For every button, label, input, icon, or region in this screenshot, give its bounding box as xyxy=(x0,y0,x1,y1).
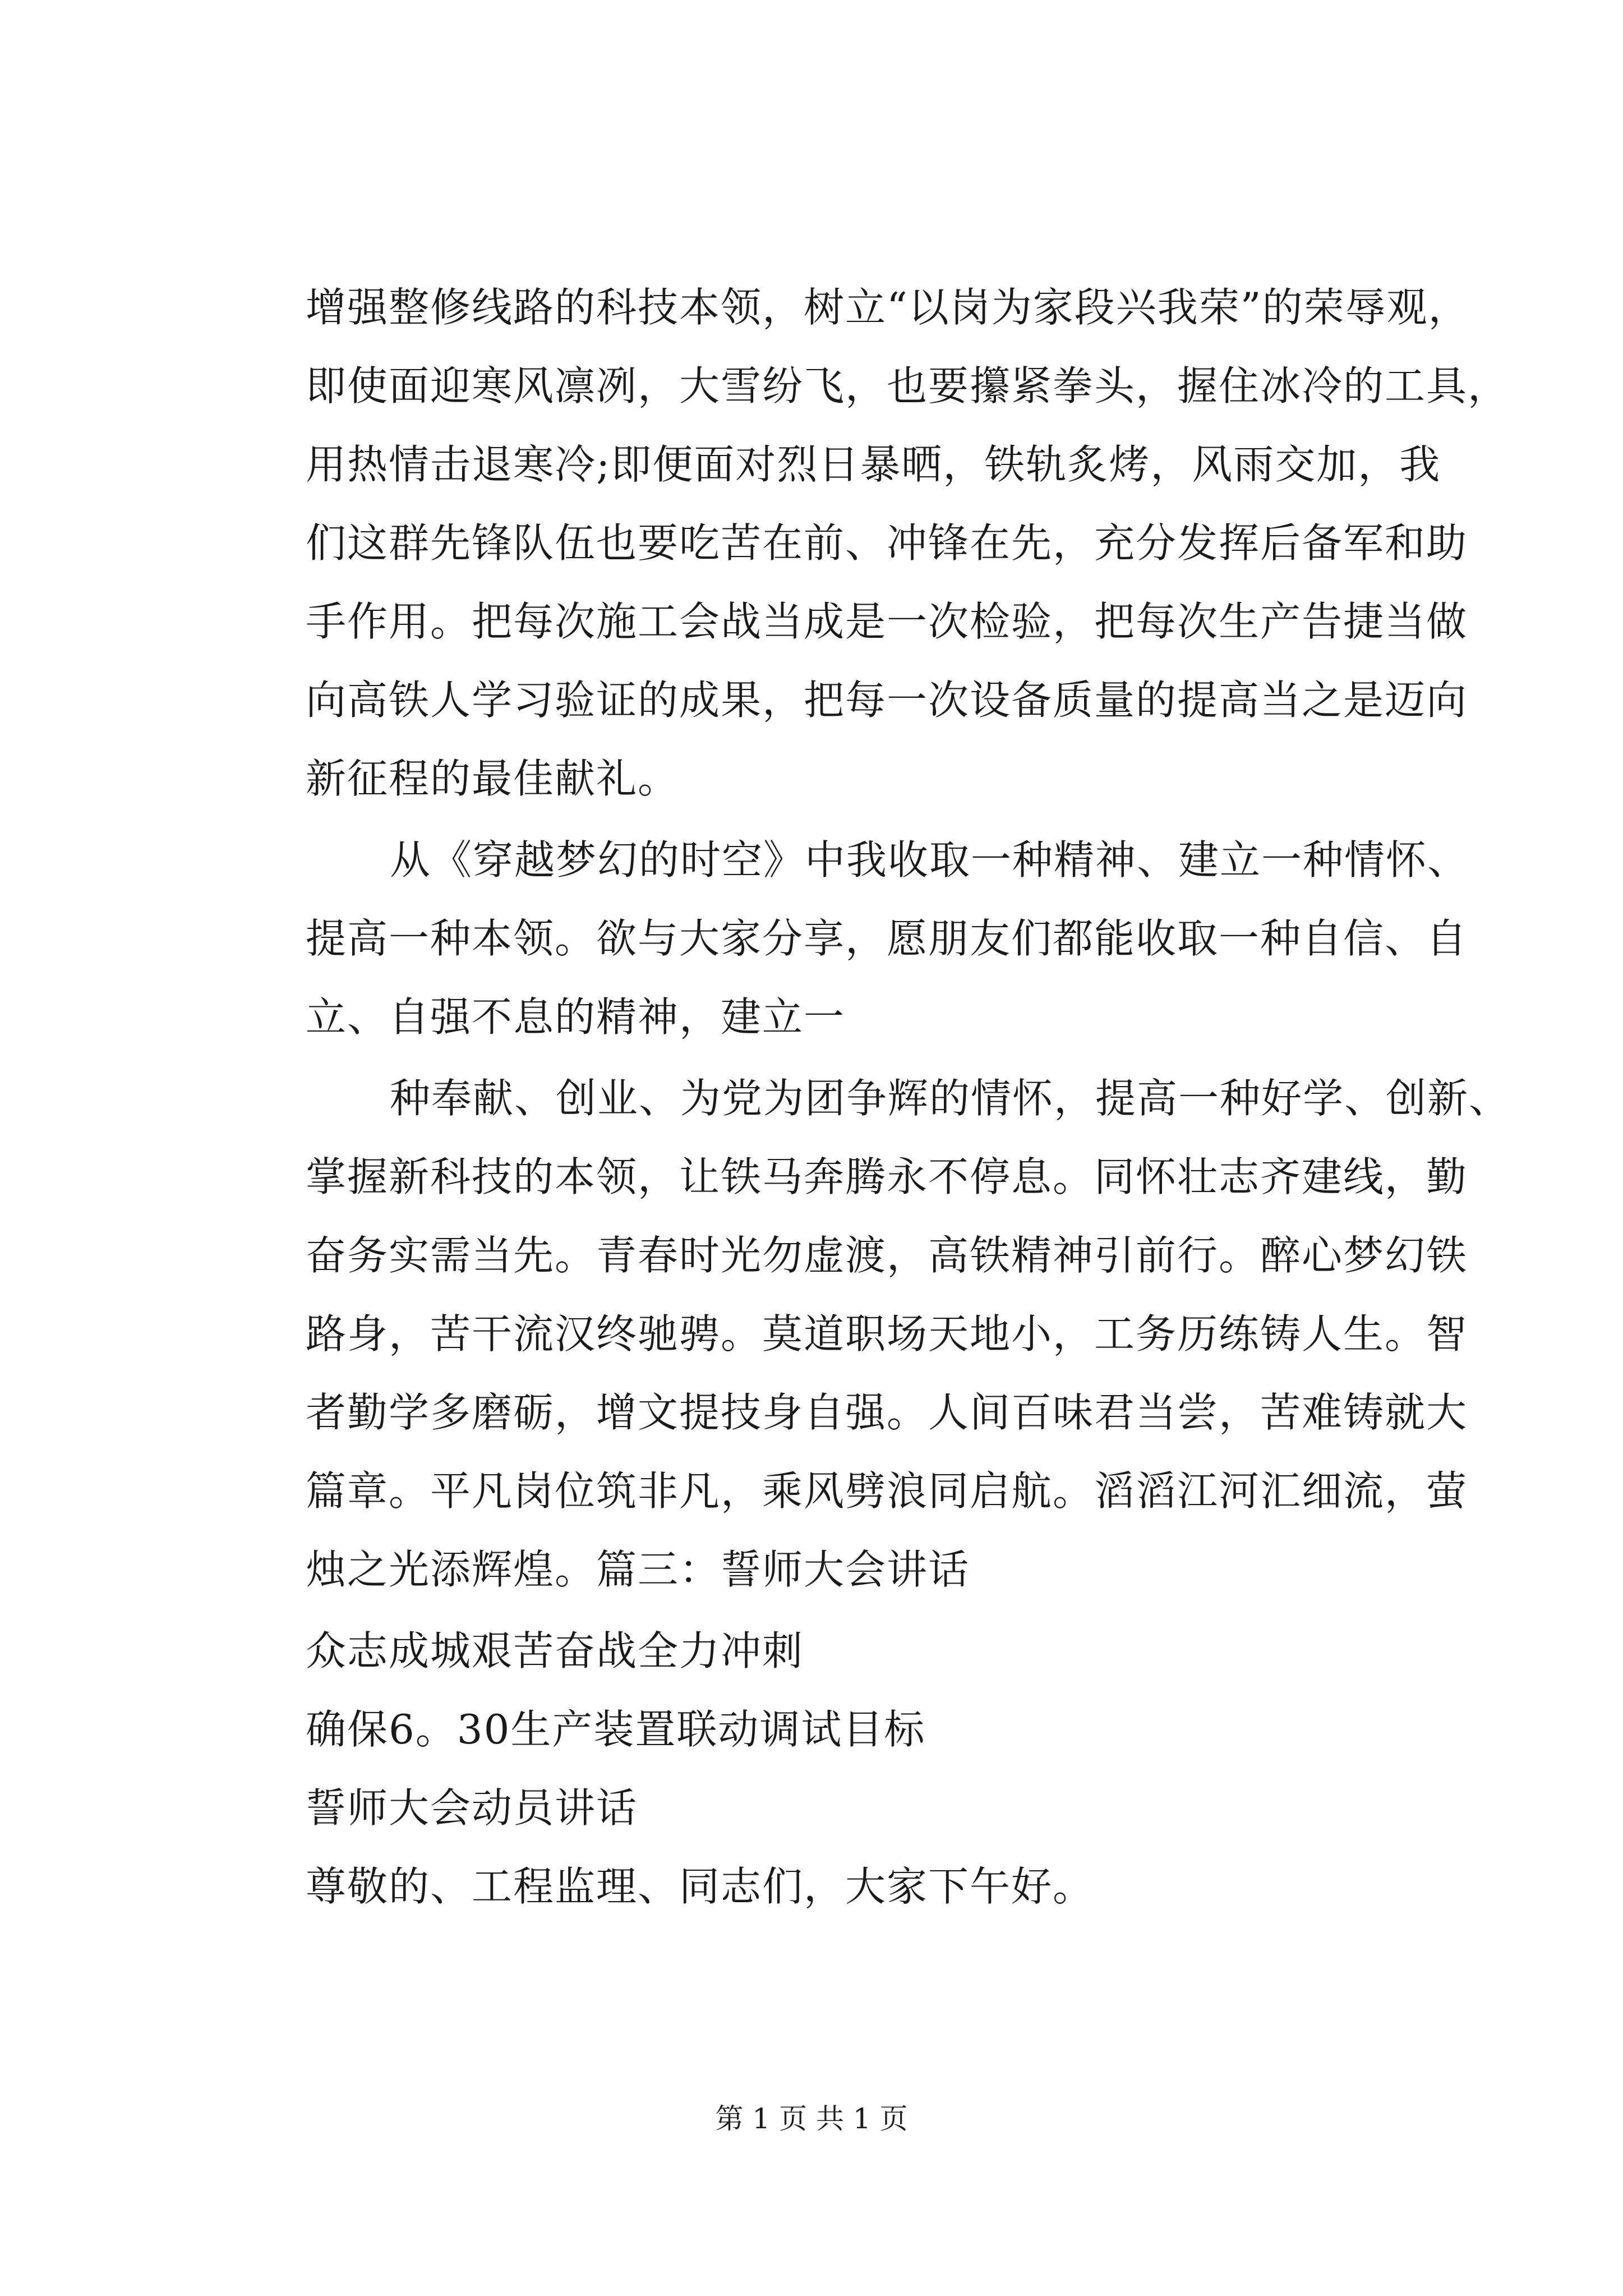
body-line: 即使面迎寒风凛冽，大雪纷飞，也要攥紧拳头，握住冰冷的工具， xyxy=(306,362,1510,409)
body-line: 路身，苦干流汉终驰骋。莫道职场天地小，工务历练铸人生。智 xyxy=(306,1310,1468,1358)
body-line: 新征程的最佳献礼。 xyxy=(306,755,680,802)
body-line: 烛之光添辉煌。篇三：誓师大会讲话 xyxy=(306,1546,970,1593)
body-line: 掌握新科技的本领，让铁马奔腾永不停息。同怀壮志齐建线，勤 xyxy=(306,1153,1468,1200)
heading-line: 确保6。30生产装置联动调试目标 xyxy=(306,1706,926,1753)
paragraph-start-line: 从《穿越梦幻的时空》中我收取一种精神、建立一种情怀、 xyxy=(390,836,1469,884)
body-line: 向高铁人学习验证的成果，把每一次设备质量的提高当之是迈向 xyxy=(306,677,1468,724)
body-line: 用热情击退寒冷;即便面对烈日暴晒，铁轨炙烤，风雨交加，我 xyxy=(306,441,1441,488)
body-line: 们这群先锋队伍也要吃苦在前、冲锋在先，充分发挥后备军和助 xyxy=(306,519,1468,567)
body-line: 手作用。把每次施工会战当成是一次检验，把每次生产告捷当做 xyxy=(306,598,1468,645)
paragraph-start-line: 种奉献、创业、为党为团争辉的情怀，提高一种好学、创新、 xyxy=(390,1075,1511,1122)
body-line: 篇章。平凡岗位筑非凡，乘风劈浪同启航。滔滔江河汇细流，萤 xyxy=(306,1467,1468,1515)
heading-line: 众志成城艰苦奋战全力冲刺 xyxy=(306,1627,804,1674)
page-footer: 第 1 页 共 1 页 xyxy=(715,2102,908,2135)
body-line: 者勤学多磨砺，增文提技身自强。人间百味君当尝，苦难铸就大 xyxy=(306,1389,1468,1436)
body-line: 奋务实需当先。青春时光勿虚渡，高铁精神引前行。醉心梦幻铁 xyxy=(306,1232,1468,1279)
salutation-line: 尊敬的、工程监理、同志们，大家下午好。 xyxy=(306,1863,1095,1910)
body-line: 增强整修线路的科技本领，树立“以岗为家段兴我荣”的荣辱观， xyxy=(306,284,1470,331)
body-line: 提高一种本领。欲与大家分享，愿朋友们都能收取一种自信、自 xyxy=(306,915,1468,962)
heading-line: 誓师大会动员讲话 xyxy=(306,1784,638,1832)
body-line: 立、自强不息的精神，建立一 xyxy=(306,993,846,1041)
